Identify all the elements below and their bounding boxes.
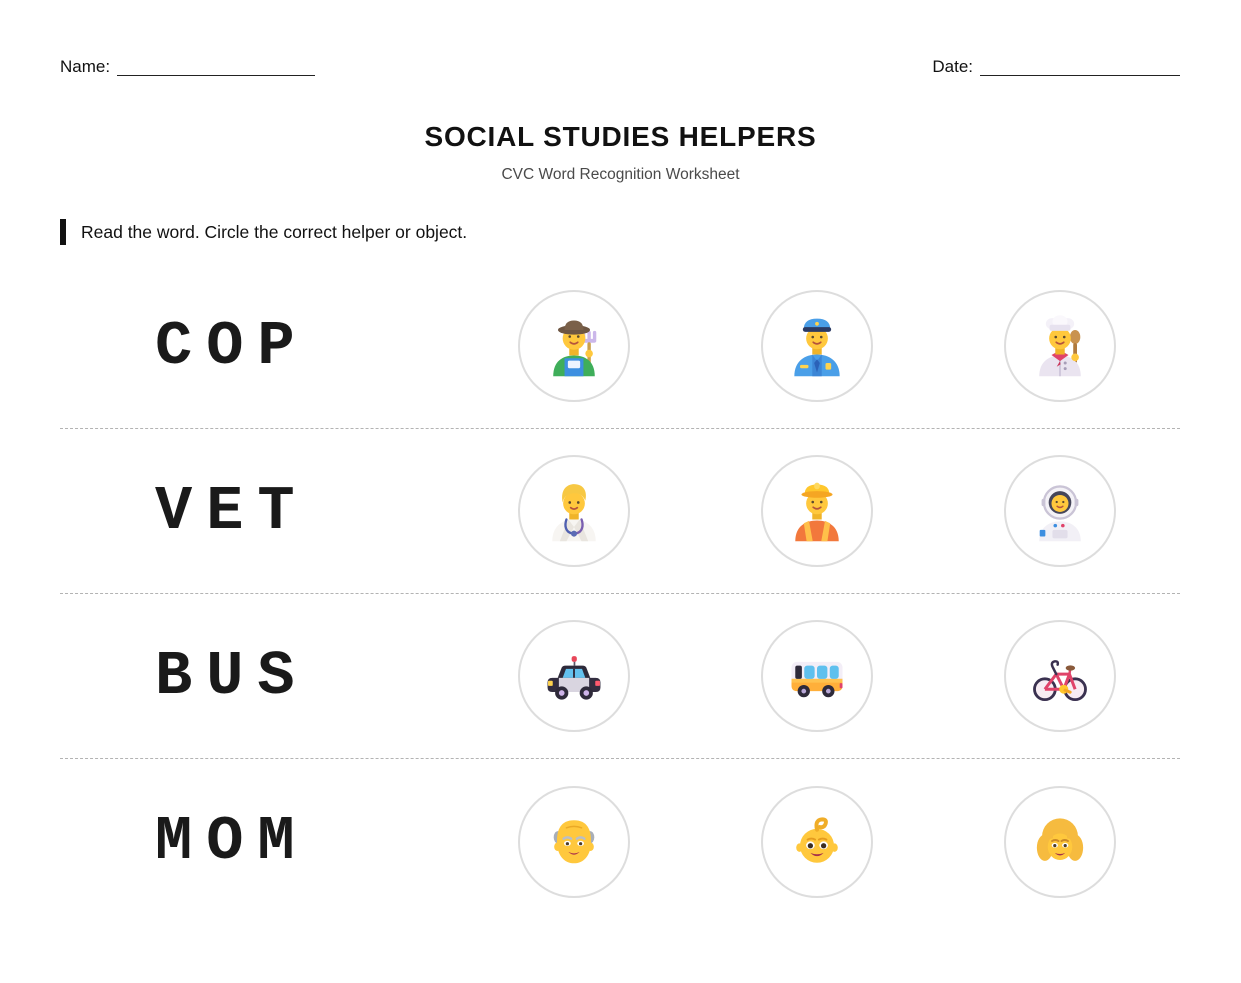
construction-worker-icon [783, 477, 851, 545]
option-circle-old-man[interactable] [518, 786, 630, 898]
option-circle-farmer[interactable] [518, 290, 630, 402]
instruction [60, 219, 467, 245]
option-circle-construction-worker[interactable] [761, 455, 873, 567]
option-circle-police-officer[interactable] [761, 290, 873, 402]
option-circle-bus[interactable] [761, 620, 873, 732]
cook-icon [1026, 312, 1094, 380]
bicycle-icon [1026, 642, 1094, 710]
instruction-bar [60, 219, 66, 245]
option-circle-astronaut[interactable] [1004, 455, 1116, 567]
options-group [518, 455, 1116, 567]
astronaut-icon [1026, 477, 1094, 545]
header-fields [60, 58, 1180, 76]
police-car-icon [540, 642, 608, 710]
old-man-icon [540, 808, 608, 876]
baby-icon [783, 808, 851, 876]
word-mom: MOM [155, 806, 309, 877]
title-block [0, 121, 1241, 184]
doctor-icon [540, 477, 608, 545]
page-title: SOCIAL STUDIES HELPERS [424, 121, 817, 152]
police-officer-icon [783, 312, 851, 380]
option-circle-bicycle[interactable] [1004, 620, 1116, 732]
name-field [60, 58, 315, 76]
options-group [518, 290, 1116, 402]
word-vet: VET [155, 475, 309, 547]
worksheet-row [60, 429, 1180, 594]
word-cop: COP [155, 310, 309, 382]
woman-icon [1026, 808, 1094, 876]
options-group [518, 620, 1116, 732]
name-label: Name: [60, 57, 111, 76]
worksheet-row [60, 759, 1180, 924]
option-circle-police-car[interactable] [518, 620, 630, 732]
option-circle-baby[interactable] [761, 786, 873, 898]
option-circle-cook[interactable] [1004, 290, 1116, 402]
option-circle-doctor[interactable] [518, 455, 630, 567]
worksheet-rows [60, 264, 1180, 924]
option-circle-woman[interactable] [1004, 786, 1116, 898]
bus-icon [783, 642, 851, 710]
date-input-line[interactable] [980, 62, 1180, 76]
instruction-text: Read the word. Circle the correct helper or object. [81, 221, 468, 242]
worksheet-row [60, 594, 1180, 759]
date-label: Date: [932, 57, 973, 76]
name-input-line[interactable] [117, 62, 315, 76]
word-bus: BUS [155, 640, 309, 712]
worksheet-row [60, 264, 1180, 429]
farmer-icon [540, 312, 608, 380]
options-group [518, 786, 1116, 898]
page-subtitle: CVC Word Recognition Worksheet [501, 166, 740, 183]
date-field [932, 58, 1180, 76]
